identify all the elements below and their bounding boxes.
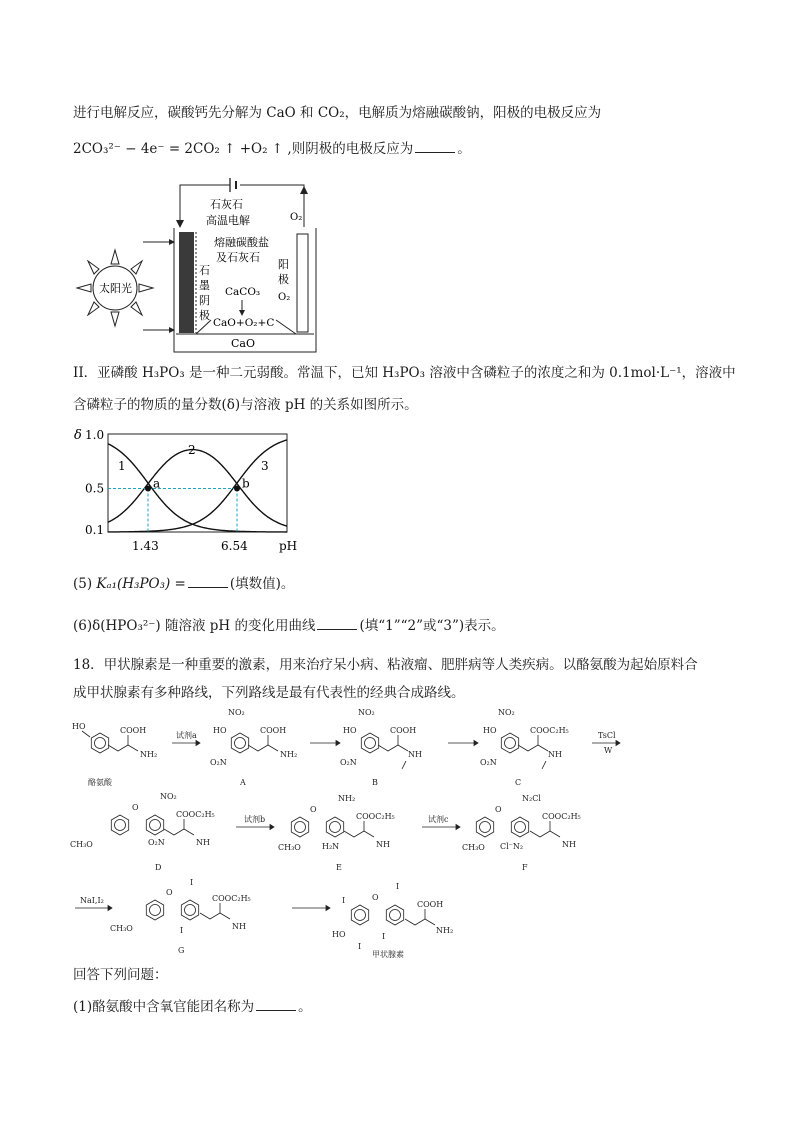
benzene-ring-inner — [185, 905, 196, 916]
point-a — [145, 485, 151, 491]
group-ch3o: CH₃O — [278, 843, 301, 852]
cell-top-label-1: 石灰石 — [210, 198, 243, 211]
benzene-ring — [91, 733, 108, 753]
synthesis-scheme — [60, 705, 690, 960]
side-chain — [530, 831, 560, 837]
compound-label: C — [515, 778, 522, 787]
compound-label: 甲状腺素 — [372, 950, 404, 959]
graphite-cathode — [179, 232, 194, 333]
benzene-ring-inner — [515, 822, 526, 833]
side-chain-group: COOC₂H₅ — [530, 726, 569, 735]
benzene-ring-inner — [355, 910, 366, 921]
benzene-ring-inner — [95, 738, 106, 749]
benzene-ring-inner — [115, 820, 126, 831]
x-tick-label: 1.43 — [132, 539, 159, 553]
reaction-arrow-head — [196, 741, 200, 746]
cathode-char: 极 — [199, 309, 210, 322]
side-chain — [518, 745, 548, 751]
group-nh: NH — [376, 840, 390, 849]
anode-char: 阳 — [278, 258, 289, 271]
group-nh2: NH₂ — [436, 926, 454, 935]
benzene-ring — [291, 817, 308, 837]
group-o: O — [310, 805, 317, 814]
answer-intro: 回答下列问题： — [73, 967, 168, 983]
answer-blank[interactable] — [256, 998, 296, 1011]
group-o: O — [132, 803, 139, 812]
reaction-arrow-head — [336, 741, 340, 746]
part2-line-2: 含磷粒子的物质的量分数(δ)与溶液 pH 的关系如图所示。 — [73, 397, 418, 413]
group-i: I — [342, 896, 346, 905]
group-cln2: Cl⁻N₂ — [500, 842, 524, 851]
group-ch3o: CH₃O — [462, 843, 485, 852]
group-ho: HO — [343, 726, 357, 735]
y-tick-label: 0.5 — [85, 481, 105, 496]
electrolysis-cell-diagram — [68, 170, 328, 355]
caco3-label: CaCO₃ — [225, 286, 261, 298]
compound-label: B — [372, 778, 378, 787]
group-nh: NH — [548, 750, 562, 759]
side-chain — [200, 913, 230, 919]
group-no2: NO₂ — [358, 708, 375, 717]
side-chain — [108, 745, 138, 751]
compound-label: E — [336, 863, 342, 872]
bond — [402, 761, 406, 769]
side-chain — [405, 919, 435, 925]
plot-frame — [108, 434, 287, 532]
group-o: O — [495, 805, 502, 814]
anode-equation-end: 。 — [457, 141, 471, 157]
side-chain-group: COOH — [120, 726, 147, 735]
series-label: 3 — [261, 459, 269, 473]
benzene-ring — [501, 733, 518, 753]
reagent-label: W — [604, 746, 613, 755]
side-chain-group: COOC₂H₅ — [542, 812, 581, 821]
q5-suffix: (填数值)。 — [229, 576, 295, 592]
side-chain — [248, 745, 278, 751]
group-i: I — [190, 878, 194, 887]
group-i: I — [382, 932, 386, 941]
y-axis-label: δ — [74, 428, 82, 443]
benzene-ring-inner — [295, 822, 306, 833]
series-line-3 — [108, 440, 287, 532]
group-o2n: O₂N — [480, 758, 497, 767]
bond — [82, 731, 90, 737]
reagent-label: TsCl — [598, 731, 616, 740]
q5-prefix: (5) — [73, 576, 97, 592]
group-ho: HO — [483, 726, 497, 735]
anode-o2: O₂ — [278, 292, 291, 303]
electrolyte-label-2: 及石灰石 — [216, 251, 260, 264]
compound-label: F — [522, 863, 528, 872]
reaction-arrow-head — [616, 741, 620, 746]
q18-line-1: 18．甲状腺素是一种重要的激素，用来治疗呆小病、粘液瘤、肥胖病等人类疾病。以酪氨酸为起始原料合 — [73, 657, 698, 673]
benzene-ring-inner — [330, 822, 341, 833]
q17-anode-equation — [73, 140, 471, 158]
reagent-label: 试剂a — [176, 731, 197, 740]
group-no2: NO₂ — [160, 792, 177, 801]
side-chain — [378, 745, 408, 751]
benzene-ring — [361, 733, 378, 753]
reaction-arrow-head — [326, 906, 330, 911]
group-ho: HO — [213, 726, 227, 735]
group-i: I — [396, 882, 400, 891]
anode-equation-text: 2CO₃²⁻ − 4e⁻ = 2CO₂ ↑ +O₂ ↑ ,则阴极的电极反应为 — [73, 141, 414, 157]
point-label: b — [242, 476, 250, 491]
group-i: I — [180, 926, 184, 935]
q18-q1-text: (1)酪氨酸中含氧官能团名称为 — [73, 999, 255, 1015]
answer-blank[interactable] — [317, 617, 357, 630]
group-nh2: NH₂ — [280, 750, 298, 759]
group-no2: NO₂ — [498, 708, 515, 717]
cell-o2-top: O₂ — [290, 212, 303, 223]
compound-label: 酪氨酸 — [88, 778, 112, 787]
anode-plate — [297, 234, 308, 332]
benzene-ring — [351, 905, 368, 925]
compound-label: G — [178, 946, 185, 955]
q18-q1-line — [73, 998, 312, 1016]
reaction-arrow-head — [270, 825, 274, 830]
cao-label: CaO — [231, 337, 255, 350]
group-nh: NH — [562, 840, 576, 849]
sun-label: 太阳光 — [99, 282, 132, 295]
q5-line — [73, 575, 294, 593]
benzene-ring — [511, 817, 528, 837]
group-nh2: NH₂ — [338, 794, 356, 803]
q6-suffix: (填“1”“2”或“3”)表示。 — [359, 618, 505, 634]
group-o: O — [166, 888, 173, 897]
group-ch3o: CH₃O — [70, 840, 93, 849]
benzene-ring — [386, 905, 403, 925]
benzene-ring-inner — [235, 738, 246, 749]
group-nh2: NH₂ — [140, 750, 158, 759]
benzene-ring-inner — [150, 820, 161, 831]
benzene-ring — [181, 900, 198, 920]
benzene-ring — [146, 815, 163, 835]
group-ch3o: CH₃O — [110, 924, 133, 933]
reaction-arrow-head — [108, 906, 112, 911]
benzene-ring — [326, 817, 343, 837]
group-o2n: O₂N — [340, 758, 357, 767]
reagent-label: NaI,I₂ — [80, 896, 104, 905]
products-label: CaO+O₂+C — [213, 317, 275, 329]
group-ho: HO — [332, 930, 346, 939]
answer-blank[interactable] — [415, 140, 455, 153]
benzene-ring — [231, 733, 248, 753]
side-chain-group: COOH — [390, 726, 417, 735]
answer-blank[interactable] — [188, 575, 228, 588]
x-axis-label: pH — [279, 539, 298, 553]
side-chain-group: COOC₂H₅ — [212, 894, 251, 903]
side-chain-group: COOH — [417, 900, 444, 909]
cathode-char: 石 — [199, 264, 210, 277]
point-label: a — [153, 476, 161, 491]
anode-char: 极 — [278, 273, 289, 286]
benzene-ring — [146, 900, 163, 920]
benzene-ring-inner — [505, 738, 516, 749]
benzene-ring — [111, 815, 128, 835]
cathode-char: 阴 — [199, 294, 210, 307]
group-n2cl: N₂Cl — [522, 794, 541, 803]
distribution-chart — [70, 422, 310, 562]
benzene-ring-inner — [365, 738, 376, 749]
reagent-label: 试剂c — [428, 815, 449, 824]
group-i: I — [358, 942, 362, 951]
benzene-ring-inner — [390, 910, 401, 921]
q5-expr: Kₐ₁(H₃PO₃) = — [96, 576, 186, 592]
group-h2n: H₂N — [322, 842, 340, 851]
cell-top-label-2: 高温电解 — [206, 214, 250, 227]
q6-line — [73, 617, 505, 635]
group-nh: NH — [196, 838, 210, 847]
series-line-1 — [108, 444, 287, 532]
q18-line-2: 成甲状腺素有多种路线，下列路线是最有代表性的经典合成路线。 — [73, 685, 465, 701]
benzene-ring — [476, 817, 493, 837]
side-chain-group: COOC₂H₅ — [356, 812, 395, 821]
compound-label: D — [155, 863, 162, 872]
y-tick-label: 1.0 — [85, 428, 105, 442]
q18-q1-end: 。 — [298, 999, 312, 1015]
benzene-ring-inner — [480, 822, 491, 833]
side-chain-group: COOC₂H₅ — [176, 810, 215, 819]
group-nh: NH — [408, 750, 422, 759]
group-no2: NO₂ — [228, 708, 245, 717]
side-chain-group: COOH — [260, 726, 287, 735]
group-o2n: O₂N — [210, 758, 227, 767]
point-b — [234, 485, 240, 491]
electrolyte-label-1: 熔融碳酸盐 — [214, 236, 269, 249]
benzene-ring-inner — [150, 905, 161, 916]
bond — [542, 761, 546, 769]
reaction-arrow-head — [474, 741, 478, 746]
group-o2n: O₂N — [148, 838, 165, 847]
series-label: 1 — [118, 459, 126, 473]
side-chain — [164, 829, 194, 835]
group-ho: HO — [72, 722, 86, 731]
compound-label: A — [240, 778, 246, 787]
reaction-arrow-head — [456, 825, 460, 830]
side-chain — [344, 831, 374, 837]
reagent-label: 试剂b — [244, 815, 266, 824]
y-tick-label: 0.1 — [85, 523, 105, 537]
q17-intro-line: 进行电解反应，碳酸钙先分解为 CaO 和 CO₂，电解质为熔融碳酸钠，阳极的电极反应为 — [73, 105, 602, 121]
group-o: O — [372, 893, 379, 902]
cathode-char: 墨 — [199, 279, 210, 292]
q6-prefix: (6)δ(HPO₃²⁻) 随溶液 pH 的变化用曲线 — [73, 618, 316, 634]
x-tick-label: 6.54 — [221, 539, 248, 553]
series-label: 2 — [188, 443, 196, 457]
group-nh: NH — [232, 922, 246, 931]
part2-line-1: II．亚磷酸 H₃PO₃ 是一种二元弱酸。常温下，已知 H₃PO₃ 溶液中含磷粒子的浓度之和为 0.1mol·L⁻¹，溶液中 — [73, 365, 736, 381]
